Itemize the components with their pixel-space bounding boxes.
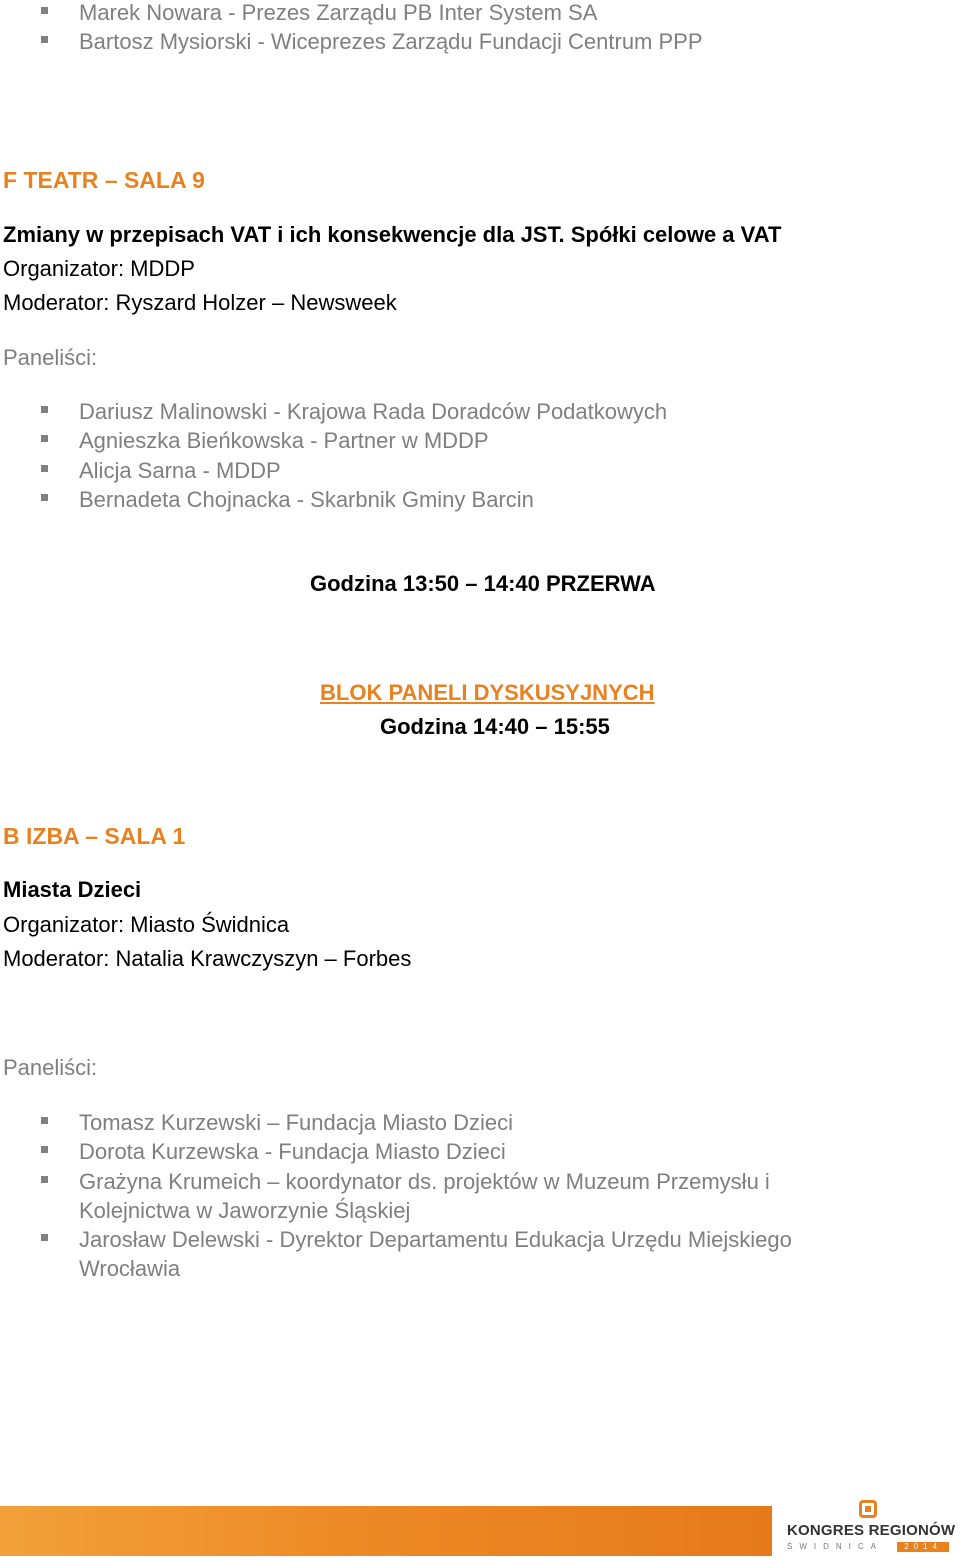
section-f-moderator: Moderator: Ryszard Holzer – Newsweek xyxy=(3,290,397,315)
break-time-line: Godzina 13:50 – 14:40 PRZERWA xyxy=(310,571,656,596)
section-b-moderator: Moderator: Natalia Krawczyszyn – Forbes xyxy=(3,946,412,971)
list-item-text: Bernadeta Chojnacka - Skarbnik Gminy Barcin xyxy=(79,486,534,512)
list-item xyxy=(0,485,667,514)
list-item xyxy=(0,1137,792,1166)
top-speaker-list xyxy=(0,0,703,57)
bullet-square-icon xyxy=(41,36,48,43)
bullet-square-icon xyxy=(41,435,48,442)
bullet-square-icon xyxy=(41,7,48,14)
bullet-square-icon xyxy=(41,494,48,501)
kongres-logo xyxy=(783,1498,955,1558)
section-b-panelists-label: Paneliści: xyxy=(3,1055,98,1080)
list-item-text: Marek Nowara - Prezes Zarządu PB Inter System SA xyxy=(79,0,598,25)
section-f-organizer: Organizator: MDDP xyxy=(3,256,195,281)
list-item xyxy=(0,1167,792,1226)
section-f-panelists-label: Paneliści: xyxy=(3,345,98,370)
section-f-panelist-list xyxy=(0,397,667,514)
list-item-text: Jarosław Delewski - Dyrektor Departamentu Edukacja Urzędu Miejskiego xyxy=(79,1227,792,1253)
list-item xyxy=(0,426,667,455)
list-item-text: Dariusz Malinowski - Krajowa Rada Doradców Podatkowych xyxy=(79,399,668,424)
list-item-text: Grażyna Krumeich – koordynator ds. projektów w Muzeum Przemysłu i xyxy=(79,1168,770,1194)
bullet-square-icon xyxy=(41,1146,48,1153)
block-title: BLOK PANELI DYSKUSYJNYCH xyxy=(320,680,655,705)
list-item xyxy=(0,397,667,426)
list-item-text: Bartosz Mysiorski - Wiceprezes Zarządu Fundacji Centrum PPP xyxy=(79,29,703,55)
block-time: Godzina 14:40 – 15:55 xyxy=(380,714,610,739)
list-item xyxy=(0,1225,792,1284)
section-b-heading: B IZBA – SALA 1 xyxy=(3,823,186,849)
bullet-square-icon xyxy=(41,1117,48,1124)
bullet-square-icon xyxy=(41,1176,48,1183)
list-item-text: Alicja Sarna - MDDP xyxy=(79,457,281,483)
section-f-title: Zmiany w przepisach VAT i ich konsekwencje dla JST. Spółki celowe a VAT xyxy=(3,222,782,247)
bullet-square-icon xyxy=(41,465,48,472)
list-item xyxy=(0,456,667,485)
list-item-text-continued: Wrocławia xyxy=(79,1256,181,1282)
logo-mark-icon xyxy=(859,1500,877,1518)
list-item-text: Dorota Kurzewska - Fundacja Miasto Dzieci xyxy=(79,1139,506,1165)
section-b-title: Miasta Dzieci xyxy=(3,877,142,902)
logo-year: 2014 xyxy=(897,1542,949,1552)
list-item-text: Agnieszka Bieńkowska - Partner w MDDP xyxy=(79,428,489,454)
section-f-heading: F TEATR – SALA 9 xyxy=(3,167,205,193)
bullet-square-icon xyxy=(41,406,48,413)
bullet-square-icon xyxy=(41,1234,48,1241)
list-item xyxy=(0,1108,792,1137)
section-b-panelist-list xyxy=(0,1108,792,1284)
list-item xyxy=(0,27,703,56)
list-item-text-continued: Kolejnictwa w Jaworzynie Śląskiej xyxy=(79,1197,411,1223)
list-item xyxy=(0,0,703,27)
section-b-organizer: Organizator: Miasto Świdnica xyxy=(3,912,290,937)
footer-orange-bar xyxy=(0,1506,772,1556)
logo-city: ŚWIDNICA xyxy=(787,1542,883,1551)
logo-text: KONGRES REGIONÓW xyxy=(787,1522,956,1539)
list-item-text: Tomasz Kurzewski – Fundacja Miasto Dzieci xyxy=(79,1110,514,1135)
